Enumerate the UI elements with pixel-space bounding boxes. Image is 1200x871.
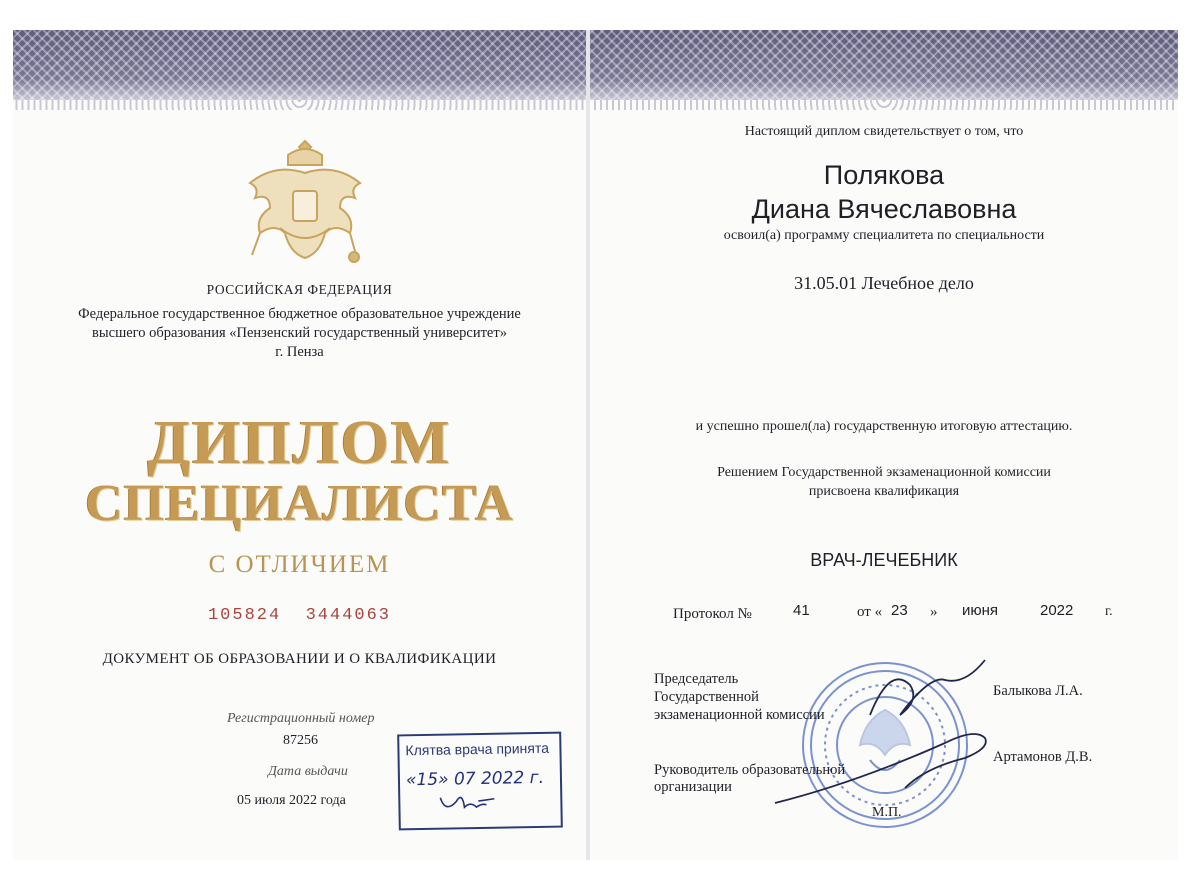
institution-city: г. Пенза (275, 344, 324, 360)
chair-title-line-2: Государственной (654, 689, 759, 705)
attestation-text: и успешно прошел(ла) государственную итоговую аттестацию. (695, 419, 1073, 434)
head-title-line-1: Руководитель образовательной (654, 762, 846, 778)
institution-line-1: Федеральное государственное бюджетное образовательное учреждение (78, 306, 521, 322)
head-title-line-2: организации (654, 779, 732, 795)
decision-line-2: присвоена квалификация (808, 484, 960, 499)
russian-coat-of-arms-emblem (240, 133, 370, 268)
chair-name: Балыкова Л.А. (993, 683, 1083, 699)
seal-place-label: М.П. (872, 805, 902, 820)
specialty: 31.05.01 Лечебное дело (794, 273, 974, 293)
protocol-quote-close: » (930, 604, 938, 620)
chair-title-line-1: Председатель (654, 671, 739, 687)
head-name: Артамонов Д.В. (993, 749, 1093, 765)
diploma-title-line-2: СПЕЦИАЛИСТА (85, 475, 514, 532)
program-text: освоил(а) программу специалитета по специальности (723, 228, 1045, 243)
issue-date: 05 июля 2022 года (237, 793, 346, 808)
qualification: ВРАЧ-ЛЕЧЕБНИК (810, 550, 958, 570)
oath-stamp (397, 732, 563, 831)
graduate-surname: Полякова (823, 160, 945, 190)
oath-stamp-date: «15» 07 2022 г. (405, 767, 545, 791)
document-type: ДОКУМЕНТ ОБ ОБРАЗОВАНИИ И О КВАЛИФИКАЦИИ (102, 651, 497, 667)
protocol-year: 2022 (1040, 602, 1074, 619)
diploma-serial-number: 105824 3444063 (207, 606, 392, 625)
institution-line-2: высшего образования «Пензенский государственный университет» (92, 325, 507, 341)
registration-label: Регистрационный номер (227, 711, 375, 726)
with-honors-label: С ОТЛИЧИЕМ (208, 551, 391, 578)
oath-stamp-signature (399, 734, 561, 829)
protocol-year-suffix: г. (1105, 604, 1113, 619)
graduate-given-names: Диана Вячеславовна (751, 194, 1017, 224)
security-band-right (590, 30, 1178, 100)
decision-line-1: Решением Государственной экзаменационной комиссии (717, 465, 1051, 480)
security-band-edge-right (590, 100, 1178, 110)
security-band (13, 30, 586, 100)
chair-title-line-3: экзаменационной комиссии (654, 707, 825, 723)
protocol-month: июня (962, 602, 999, 619)
intro-text: Настоящий диплом свидетельствует о том, что (744, 124, 1024, 139)
protocol-from: от « (857, 604, 883, 620)
diploma-title-line-1: ДИПЛОМ (147, 409, 452, 477)
protocol-number: 41 (793, 602, 810, 619)
protocol-day: 23 (891, 602, 908, 619)
oath-stamp-title: Клятва врача принята (405, 739, 550, 759)
country-name: РОССИЙСКАЯ ФЕДЕРАЦИЯ (206, 282, 393, 297)
security-band-edge (13, 100, 586, 110)
protocol-label: Протокол № (673, 606, 752, 622)
issue-date-label: Дата выдачи (268, 764, 348, 779)
registration-number: 87256 (283, 733, 318, 748)
